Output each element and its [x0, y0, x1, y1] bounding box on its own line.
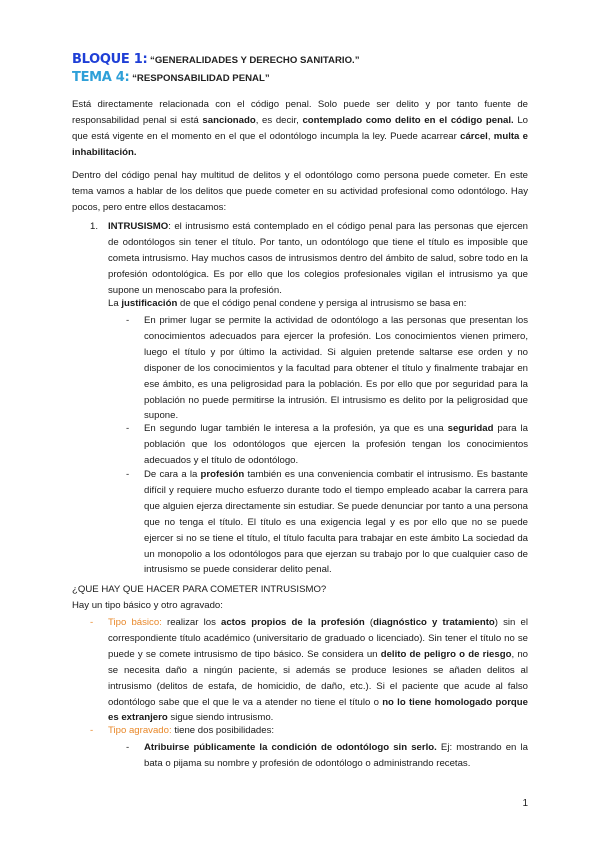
tema-label: TEMA 4:	[72, 70, 130, 85]
tipo-agravado-line: Tipo agravado: tiene dos posibilidades:	[108, 725, 275, 736]
bullet1-marker: -	[126, 315, 130, 326]
bullet1-text: En primer lugar se permite la actividad de odontólogo a las personas que presentan los conocimientos adecuados para ejercer la profesión. Los conocimientos vienen primero, luego el título y por último la actividad. Si alguien pretende saltarse ese orden y no disponer de los conocimientos y la facultad para obtener el título y finalmente trabajar en ese ámbito, es una peligrosidad para la población. Es por ello que por seguridad para la población no puede permitirse la intrusión. El intrusismo es delito por la peligrosidad que supone.	[144, 315, 528, 422]
justificacion-line: La justificación de que el código penal condene y persiga al intrusismo se basa en:	[108, 298, 467, 309]
section2-heading: ¿QUE HAY QUE HACER PARA COMETER INTRUSISMO?	[72, 584, 327, 595]
bloque-title: “GENERALIDADES Y DERECHO SANITARIO.”	[150, 55, 360, 66]
agravado-sub-marker: -	[126, 742, 130, 753]
bloque-label: BLOQUE 1:	[72, 52, 148, 67]
section2-intro: Hay un tipo básico y otro agravado:	[72, 600, 223, 611]
tipo-basico-marker: -	[90, 617, 94, 628]
item1-marker: 1.	[90, 221, 99, 232]
tipo-basico-paragraph: Tipo básico: realizar los actos propios de la profesión (diagnóstico y tratamiento) sin el correspondiente título académico (universitario de graduado o licenciado). Sin tener el título no se puede y se comete intrusismo de tipo básico. Se considera un delito de peligro o de riesgo, no se necesita daño a ningún paciente, si además se produce lesiones se añaden delitos al intrusismo (delitos de estafa, de homicidio, de daño, etc.). Si el paciente que acude al falso odontólogo sabe que el que le va a atender no tiene el título o no lo tiene homologado porque es extranjero sigue siendo intrusismo.	[108, 617, 528, 724]
tipo-basico-label: Tipo básico:	[108, 617, 162, 628]
agravado-sub-text: Atribuirse públicamente la condición de odontólogo sin serlo. Ej: mostrando en la bata o pijama su nombre y profesión de odontólogo o administrando recetas.	[144, 742, 528, 769]
intrusismo-paragraph: INTRUSISMO: el intrusismo está contemplado en el código penal para las personas que ejercen de odontólogos sin tener el título. Por tanto, un odontólogo que tiene el título es imposible que cometa intrusismo. Hay muchos casos de intrusismos dentro del ámbito de salud, sobre todo en la profesión odontológica. Es por ello que los colegios profesionales vigilan el intrusismo ya que supone un menoscabo para la profesión.	[108, 221, 528, 296]
tipo-agravado-marker: -	[90, 725, 94, 736]
bullet2-text: En segundo lugar también le interesa a la profesión, ya que es una seguridad para la población que los odontólogos que ejercen la profesión tengan los conocimientos adecuados y el título de odontólogo.	[144, 423, 528, 466]
bullet2-marker: -	[126, 423, 130, 434]
bullet3-text: De cara a la profesión también es una conveniencia combatir el intrusismo. Es bastante difícil y requiere mucho esfuerzo durante todo el tiempo empleado acabar la carrera para que alguien ejerza directamente sin estudiar. Se puede denunciar por tanto a una persona que no tenga el título. El título es una exigencia legal y es por ello que no se puede ejercer si no se tiene el título, el título faculta para trabajar en este ámbito La sociedad da un monopolio a los odontólogos para que ejerzan su trabajo por lo que cualquier caso de intrusismo se puede considerar delito penal.	[144, 469, 528, 576]
intro-paragraph: Está directamente relacionada con el código penal. Solo puede ser delito y por tanto fuente de responsabilidad penal si está sancionado, es decir, contemplado como delito en el código penal. Lo que está vigente en el momento en el que el odontólogo incumpla la ley. Puede acarrear cárcel, multa e inhabilitación.	[72, 99, 528, 158]
bullet3-marker: -	[126, 469, 130, 480]
tema-header	[72, 70, 270, 85]
page-number: 1	[522, 798, 528, 809]
intrusismo-title: INTRUSISMO	[108, 221, 169, 232]
tipo-agravado-label: Tipo agravado:	[108, 725, 172, 736]
delitos-paragraph: Dentro del código penal hay multitud de delitos y el odontólogo como persona puede cometer. En este tema vamos a hablar de los delitos que puede cometer en su actividad profesional como odontólogo. Hay pocos, pero entre ellos destacamos:	[72, 170, 528, 213]
tema-title: “RESPONSABILIDAD PENAL”	[132, 73, 270, 84]
bloque-header	[72, 52, 360, 67]
